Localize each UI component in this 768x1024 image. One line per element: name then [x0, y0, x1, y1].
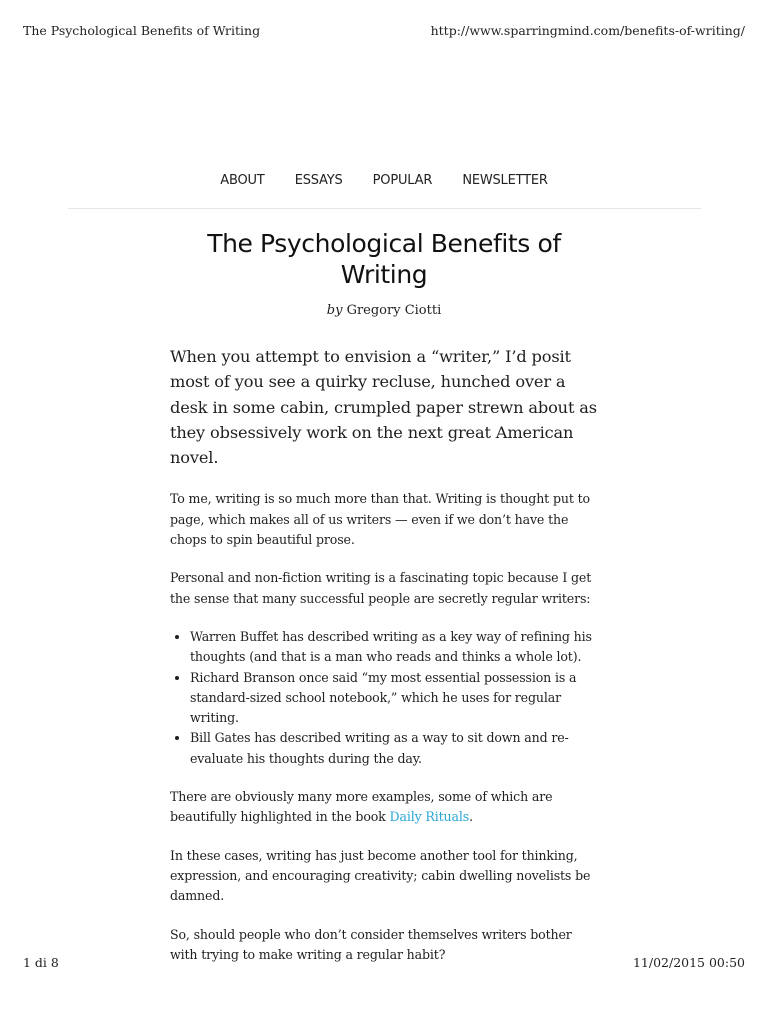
list-item: • Bill Gates has described writing as a way to sit down and re-evaluate his thoughts during the day. [190, 728, 600, 769]
article-title: The Psychological Benefits of Writing [207, 229, 561, 289]
body-paragraph: So, should people who don’t consider themselves writers bother with trying to make writing a regular habit? [170, 926, 572, 962]
print-header-url: http://www.sparringmind.com/benefits-of-writing/ [430, 23, 745, 38]
print-datetime: 11/02/2015 00:50 [632, 955, 745, 970]
byline [0, 303, 768, 318]
main-nav [0, 173, 768, 188]
byline-prefix: by [326, 303, 343, 318]
examples-paragraph [170, 787, 600, 828]
print-header [23, 23, 745, 41]
nav-link-about[interactable]: ABOUT [220, 173, 265, 188]
print-footer [23, 955, 745, 973]
list-item: • Warren Buffet has described writing as a key way of refining his thoughts (and that is a man who reads and thinks a whole lot). [190, 627, 600, 668]
nav-link-newsletter[interactable]: NEWSLETTER [462, 173, 548, 188]
daily-rituals-link[interactable]: Daily Rituals [389, 809, 470, 825]
nav-link-essays[interactable]: ESSAYS [294, 173, 343, 188]
examples-list [170, 627, 600, 769]
body-paragraph: To me, writing is so much more than that. Writing is thought put to page, which makes all of us writers — even if we don’t have the chops to spin beautiful prose. [170, 491, 590, 548]
list-item: • Richard Branson once said “my most essential possession is a standard-sized school notebook,” which he uses for regular writing. [190, 668, 600, 729]
author-name: Gregory Ciotti [346, 303, 442, 318]
article-body [170, 344, 600, 983]
page-number: 1 di 8 [23, 955, 59, 970]
body-paragraph: Personal and non-fiction writing is a fascinating topic because I get the sense that many successful people are secretly regular writers: [170, 570, 592, 606]
print-header-title: The Psychological Benefits of Writing [23, 23, 261, 38]
lead-paragraph: When you attempt to envision a “writer,” I’d posit most of you see a quirky recluse, hunched over a desk in some cabin, crumpled paper strewn about as they obsessively work on the next great American novel. [170, 347, 597, 468]
nav-link-popular[interactable]: POPULAR [372, 173, 433, 188]
body-paragraph: In these cases, writing has just become another tool for thinking, expression, and encouraging creativity; cabin dwelling novelists be damned. [170, 847, 591, 904]
examples-text: There are obviously many more examples, some of which are beautifully highlighted in the book [170, 789, 553, 825]
examples-period: . [469, 809, 473, 825]
nav-divider [68, 208, 701, 209]
